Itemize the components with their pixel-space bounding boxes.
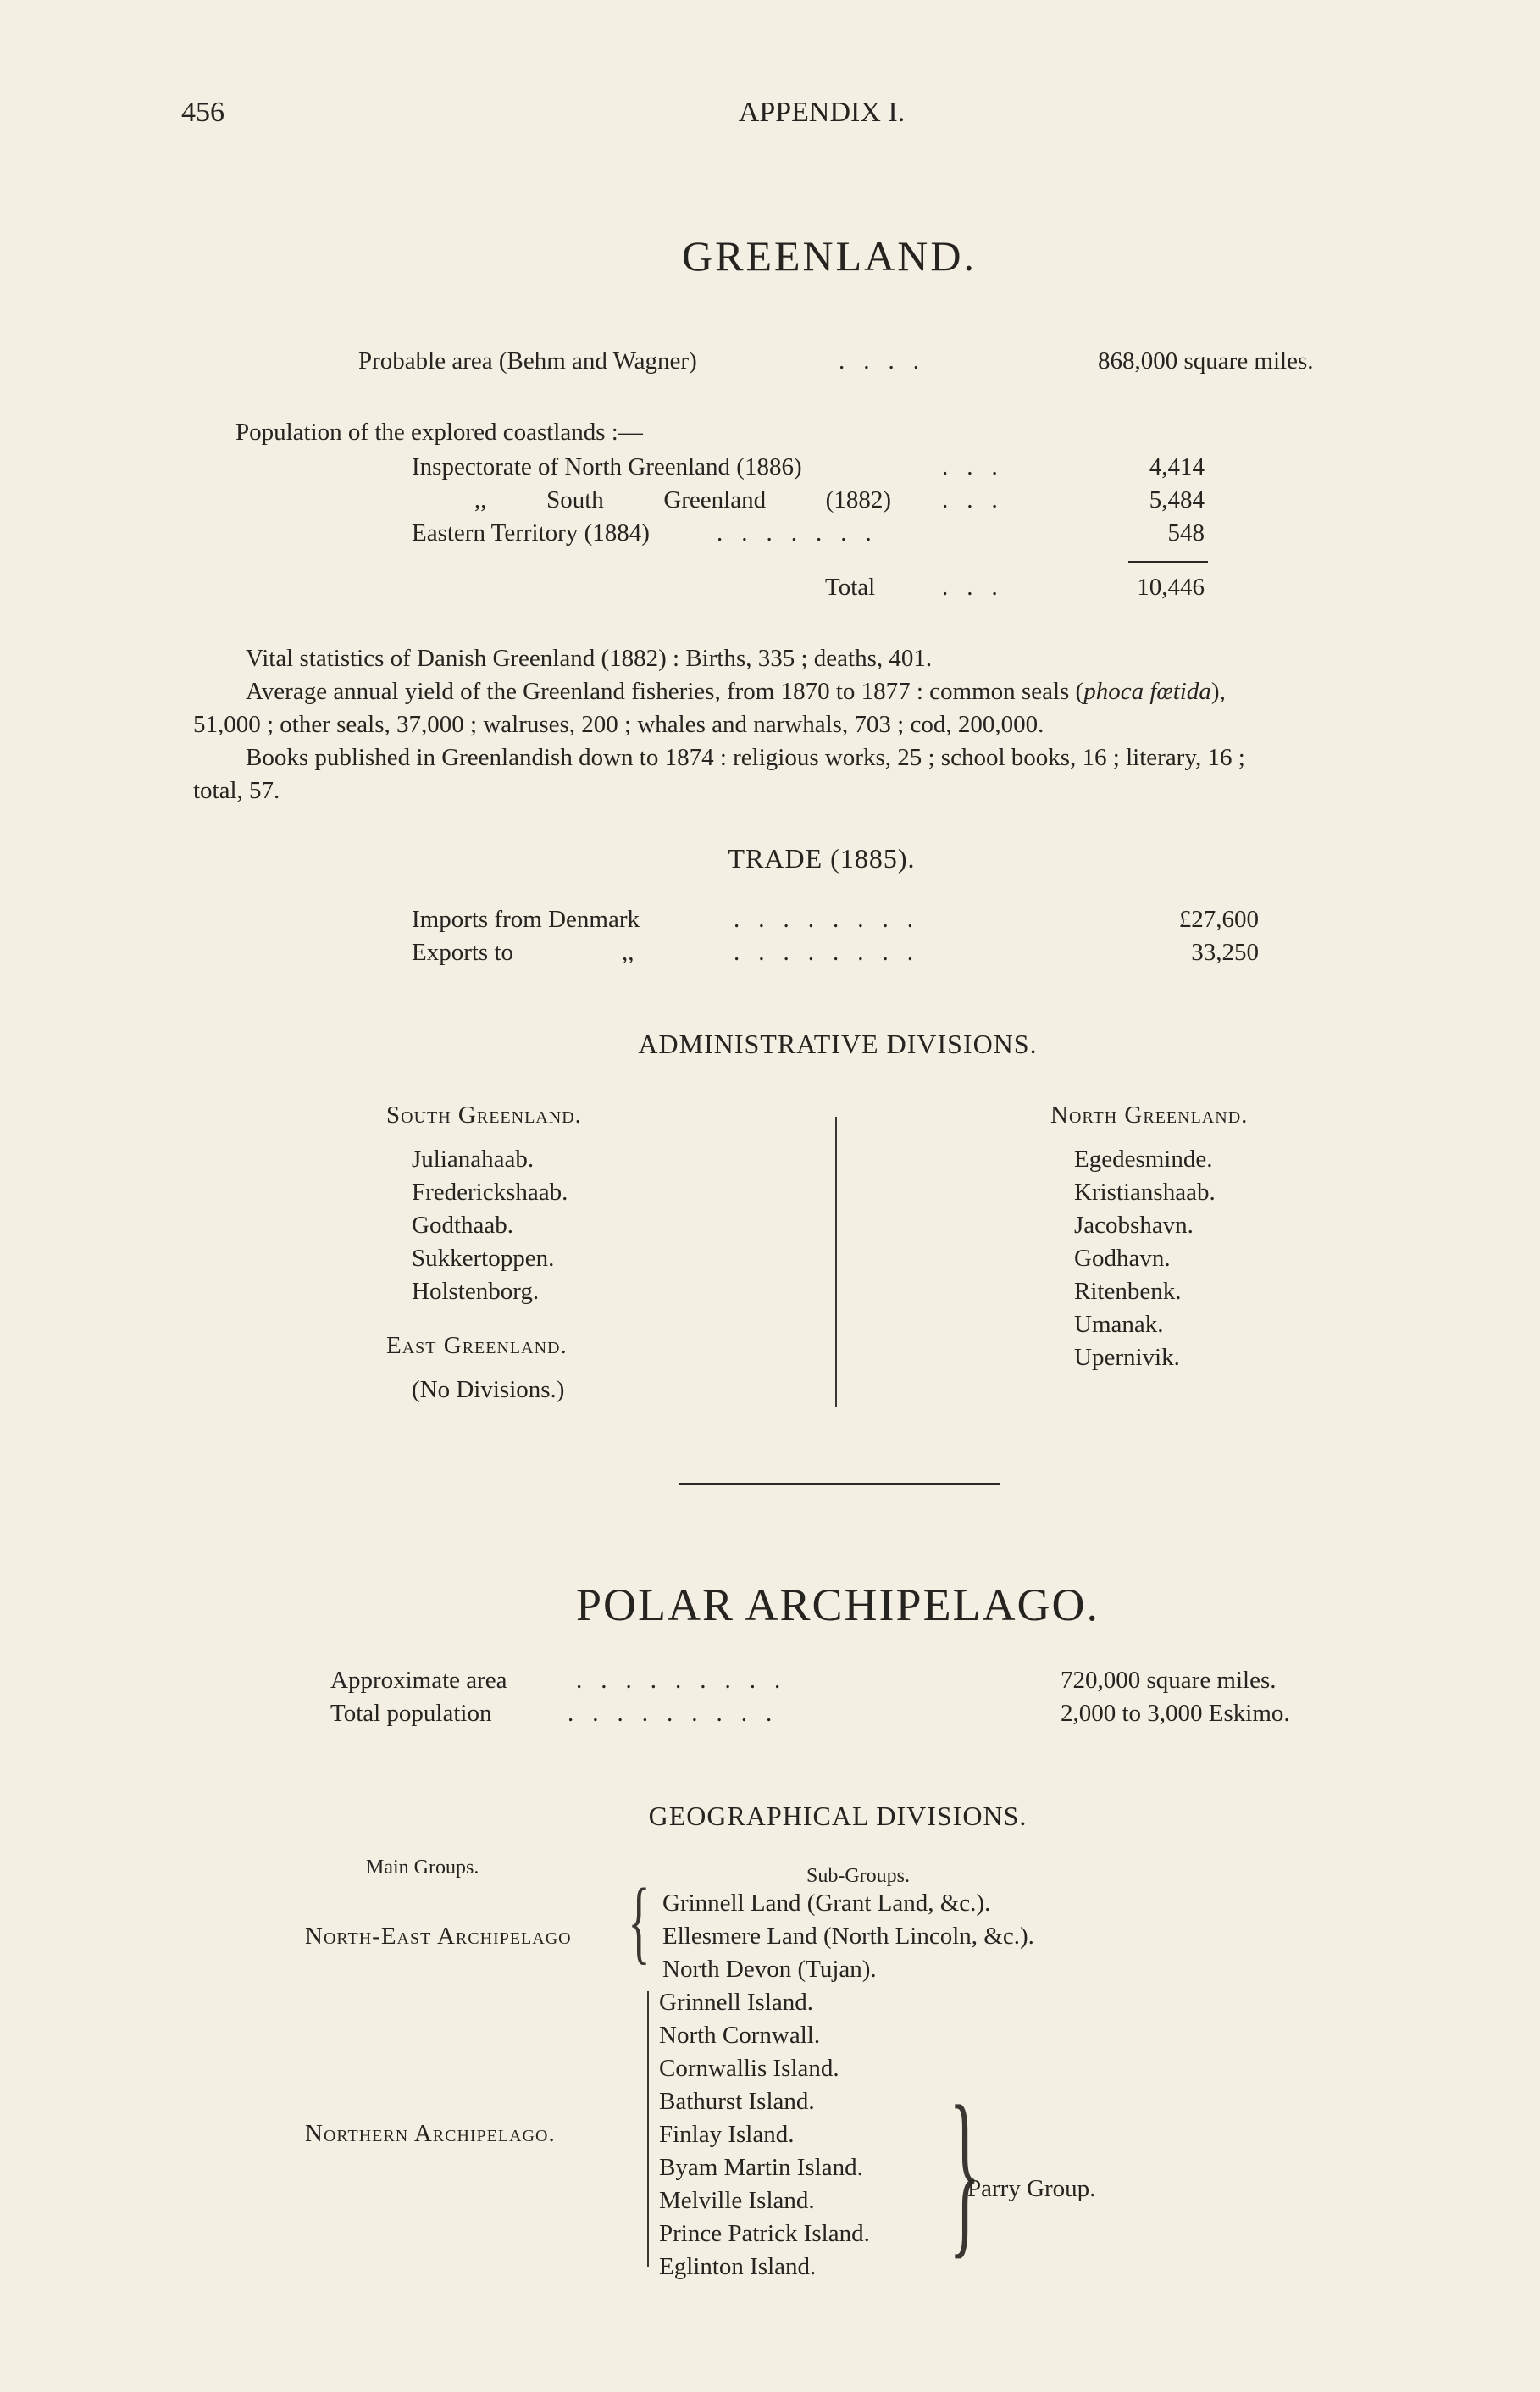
parry-brace: } — [949, 2067, 981, 2274]
east-greenland-note: (No Divisions.) — [412, 1376, 565, 1403]
main-groups-label: Main Groups. — [366, 1856, 479, 1879]
list-item: Kristianshaab. — [1074, 1179, 1216, 1206]
area-value: 868,000 square miles. — [1098, 347, 1314, 375]
vital-stats: Vital statistics of Danish Greenland (1882) : Births, 335 ; deaths, 401. — [246, 645, 933, 672]
exports-value: 33,250 — [1191, 939, 1259, 966]
list-item: Ellesmere Land (North Lincoln, &c.). — [662, 1923, 1034, 1950]
list-item: Egedesminde. — [1074, 1146, 1213, 1173]
population-value-north: 4,414 — [1149, 453, 1205, 480]
total-label: Total — [825, 574, 876, 601]
books-line-2: total, 57. — [193, 777, 280, 804]
geo-title: GEOGRAPHICAL DIVISIONS. — [648, 1801, 1028, 1831]
list-item: Frederickshaab. — [412, 1179, 568, 1206]
imports-label: Imports from Denmark — [412, 906, 640, 933]
list-item: Melville Island. — [659, 2187, 815, 2214]
list-item: Ritenbenk. — [1074, 1278, 1182, 1305]
leader-dots: ......... — [568, 1700, 791, 1727]
list-item: Godthaab. — [412, 1212, 513, 1239]
total-value: 10,446 — [1137, 574, 1205, 601]
list-item: Byam Martin Island. — [659, 2154, 863, 2181]
list-item: Umanak. — [1074, 1311, 1164, 1338]
leader-dots: ... — [942, 453, 1017, 480]
population-label-east: Eastern Territory (1884) — [412, 519, 650, 547]
group-bracket — [647, 1991, 649, 2267]
list-item: North Devon (Tujan). — [662, 1956, 877, 1983]
admin-title: ADMINISTRATIVE DIVISIONS. — [638, 1029, 1038, 1059]
population-intro: Population of the explored coastlands :— — [235, 419, 643, 446]
list-item: Sukkertoppen. — [412, 1245, 555, 1272]
list-item: Cornwallis Island. — [659, 2055, 839, 2082]
population-value-south: 5,484 — [1149, 486, 1205, 513]
list-item: Grinnell Land (Grant Land, &c.). — [662, 1890, 991, 1917]
books-line-1: Books published in Greenlandish down to 1874 : religious works, 25 ; school books, 16 ; literary, 16 ; — [246, 744, 1245, 771]
list-item: Bathurst Island. — [659, 2088, 815, 2115]
list-item: Prince Patrick Island. — [659, 2220, 870, 2247]
imports-value: £27,600 — [1178, 906, 1259, 933]
list-item: Jacobshavn. — [1074, 1212, 1194, 1239]
exports-label: Exports to — [412, 939, 514, 966]
sub-groups-label: Sub-Groups. — [806, 1865, 911, 1887]
south-greenland-heading: South Greenland. — [386, 1102, 582, 1129]
leader-dots: ......... — [576, 1667, 800, 1694]
parry-group-label: Parry Group. — [967, 2175, 1096, 2202]
ne-archipelago-label: North-East Archipelago — [305, 1923, 572, 1950]
running-title: APPENDIX I. — [738, 97, 906, 128]
population-label-south: ,, South Greenland (1882) — [474, 486, 891, 513]
fisheries-line-1: Average annual yield of the Greenland fisheries, from 1870 to 1877 : common seals (phoca fœtida), — [246, 678, 1226, 705]
brace: { — [628, 1869, 651, 1973]
species-name: phoca fœtida — [1083, 678, 1211, 705]
section-title-polar: POLAR ARCHIPELAGO. — [575, 1579, 1100, 1630]
east-greenland-heading: East Greenland. — [386, 1332, 568, 1359]
exports-ditto: ,, — [622, 939, 634, 966]
leader-dots: ... — [942, 574, 1017, 601]
list-item: Godhavn. — [1074, 1245, 1171, 1272]
section-divider — [679, 1483, 1000, 1485]
leader-dots: .... — [839, 347, 938, 375]
list-item: Upernivik. — [1074, 1344, 1180, 1371]
leader-dots: ........ — [734, 939, 932, 966]
column-divider — [835, 1117, 837, 1407]
leader-dots: ........ — [734, 906, 932, 933]
list-item: North Cornwall. — [659, 2022, 821, 2049]
total-rule — [1128, 561, 1208, 563]
fisheries-line-2: 51,000 ; other seals, 37,000 ; walruses, 200 ; whales and narwhals, 703 ; cod, 200,000. — [193, 711, 1044, 738]
northern-archipelago-label: Northern Archipelago. — [305, 2120, 556, 2147]
trade-title: TRADE (1885). — [728, 843, 916, 874]
leader-dots: ....... — [717, 519, 890, 547]
list-item: Finlay Island. — [659, 2121, 795, 2148]
leader-dots: ... — [942, 486, 1017, 513]
page-number: 456 — [181, 97, 224, 128]
polar-population-value: 2,000 to 3,000 Eskimo. — [1061, 1700, 1290, 1727]
list-item: Grinnell Island. — [659, 1989, 814, 2016]
section-title-greenland: GREENLAND. — [681, 232, 978, 280]
polar-area-label: Approximate area — [330, 1667, 507, 1694]
polar-population-label: Total population — [330, 1700, 492, 1727]
list-item: Julianahaab. — [412, 1146, 535, 1173]
population-value-east: 548 — [1167, 519, 1205, 547]
north-greenland-heading: North Greenland. — [1050, 1102, 1249, 1129]
polar-area-value: 720,000 square miles. — [1061, 1667, 1277, 1694]
list-item: Holstenborg. — [412, 1278, 540, 1305]
list-item: Eglinton Island. — [659, 2253, 817, 2280]
area-label: Probable area (Behm and Wagner) — [358, 347, 697, 375]
population-label-north: Inspectorate of North Greenland (1886) — [412, 453, 802, 480]
